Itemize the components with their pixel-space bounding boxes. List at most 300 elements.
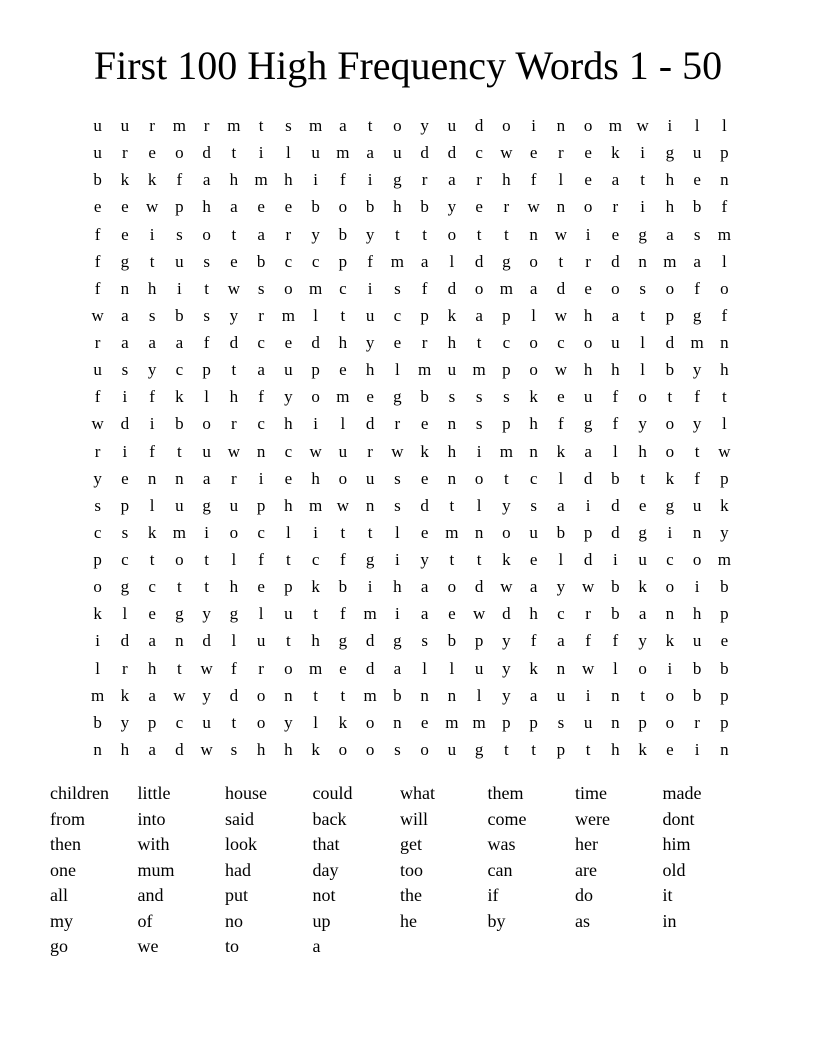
grid-letter: u [692, 631, 702, 651]
grid-letter: d [120, 631, 130, 651]
grid-letter: t [367, 522, 373, 542]
grid-letter: d [583, 550, 593, 569]
grid-letter: l [313, 305, 318, 325]
grid-letter: o [393, 116, 402, 135]
word-list-item: with [137, 834, 170, 854]
grid-letter: f [694, 468, 700, 488]
grid-letter: e [584, 143, 592, 163]
grid-letter: u [175, 251, 184, 271]
grid-letter: u [365, 305, 375, 325]
word-list-item: house [225, 783, 267, 803]
grid-letter: h [256, 739, 266, 759]
word-list-item: were [575, 808, 610, 829]
grid-letter: u [93, 116, 102, 135]
grid-letter: u [611, 333, 620, 352]
grid-letter: w [581, 658, 595, 678]
grid-letter: m [390, 251, 404, 271]
grid-letter: g [638, 522, 647, 542]
grid-letter: n [720, 333, 729, 352]
grid-letter: d [447, 143, 457, 163]
grid-letter: u [311, 143, 320, 163]
grid-letter: a [230, 197, 238, 217]
grid-letter: r [476, 170, 482, 190]
grid-letter: t [204, 577, 209, 597]
grid-letter: e [475, 197, 483, 217]
word-list [50, 781, 766, 960]
grid-letter: f [94, 224, 101, 244]
grid-letter: r [421, 170, 428, 190]
grid-letter: p [338, 251, 348, 271]
grid-letter: t [340, 685, 346, 705]
grid-letter: t [340, 522, 346, 542]
word-list-item: dont [662, 808, 695, 829]
grid-letter: p [175, 197, 184, 217]
grid-letter: n [365, 495, 375, 515]
grid-letter: n [720, 170, 729, 190]
word-list-item: time [575, 783, 607, 803]
grid-letter: t [231, 712, 237, 732]
grid-letter: c [257, 333, 265, 352]
grid-letter: u [93, 360, 102, 380]
grid-letter: n [175, 468, 184, 488]
grid-letter: i [149, 414, 155, 434]
grid-letter: n [447, 414, 457, 434]
grid-letter: k [120, 685, 130, 705]
grid-letter: h [611, 360, 620, 380]
grid-letter: w [500, 577, 513, 597]
grid-letter: u [556, 685, 566, 705]
word-list-item: her [575, 834, 598, 854]
grid-letter: i [258, 143, 264, 163]
grid-letter: t [640, 685, 645, 705]
grid-letter: c [148, 577, 156, 597]
grid-letter: d [420, 143, 429, 163]
grid-letter: e [420, 414, 429, 434]
grid-letter: h [720, 360, 729, 380]
word-list-item: we [137, 936, 159, 956]
grid-letter: f [149, 387, 155, 407]
grid-letter: y [202, 604, 211, 624]
grid-letter: i [667, 116, 673, 135]
grid-letter: o [502, 522, 511, 542]
grid-letter: b [93, 712, 102, 732]
grid-letter: r [585, 604, 591, 624]
grid-letter: t [422, 224, 427, 244]
grid-letter: w [472, 604, 486, 624]
grid-letter: i [667, 658, 673, 678]
grid-letter: b [256, 251, 266, 271]
grid-letter: w [527, 197, 540, 217]
grid-letter: o [529, 251, 538, 271]
grid-letter: i [531, 116, 536, 135]
grid-letter: i [667, 522, 673, 542]
grid-letter: i [640, 143, 645, 163]
grid-letter: r [503, 197, 510, 217]
grid-letter: k [420, 441, 429, 461]
grid-letter: u [202, 712, 211, 732]
grid-letter: o [502, 116, 511, 135]
grid-letter: f [421, 278, 428, 298]
word-list-item: old [662, 859, 686, 880]
grid-letter: w [173, 685, 186, 705]
grid-letter: s [530, 495, 537, 515]
grid-letter: o [692, 550, 702, 569]
grid-letter: e [529, 550, 538, 569]
grid-letter: l [204, 387, 209, 407]
grid-letter: k [665, 631, 675, 651]
grid-letter: c [666, 550, 674, 569]
word-list-item: put [225, 885, 249, 905]
grid-letter: n [393, 712, 402, 732]
grid-letter: h [393, 197, 402, 217]
grid-letter: m [309, 658, 323, 678]
grid-letter: l [694, 116, 700, 135]
grid-letter: e [366, 387, 374, 407]
grid-letter: f [612, 631, 619, 651]
grid-letter: e [257, 197, 265, 217]
grid-letter: p [474, 631, 484, 651]
grid-letter: t [504, 468, 509, 488]
grid-letter: h [447, 441, 457, 461]
grid-letter: t [449, 550, 455, 569]
grid-letter: t [504, 739, 509, 759]
grid-letter: a [611, 305, 620, 325]
word-list-item: all [50, 885, 68, 905]
grid-letter: o [474, 278, 484, 298]
grid-letter: t [476, 550, 482, 569]
grid-letter: e [666, 739, 674, 759]
grid-letter: i [313, 170, 318, 190]
grid-letter: c [475, 143, 483, 163]
grid-letter: d [611, 251, 620, 271]
word-list-item: then [50, 834, 81, 854]
grid-letter: m [445, 712, 459, 732]
grid-letter: s [285, 116, 292, 135]
grid-letter: w [718, 441, 731, 461]
grid-letter: a [557, 631, 565, 651]
grid-letter: f [721, 197, 728, 217]
grid-letter: m [363, 685, 377, 705]
word-list-item: could [312, 783, 353, 803]
grid-letter: u [202, 441, 211, 461]
grid-letter: m [445, 522, 459, 542]
grid-letter: s [475, 414, 483, 434]
grid-letter: e [420, 468, 429, 488]
grid-letter: m [717, 224, 731, 244]
grid-letter: r [558, 143, 564, 163]
grid-letter: i [313, 522, 318, 542]
word-list-item: he [400, 910, 417, 931]
grid-letter: m [309, 116, 323, 135]
grid-letter: s [176, 224, 183, 244]
grid-letter: l [558, 170, 564, 190]
grid-letter: a [148, 333, 156, 352]
grid-letter: m [254, 170, 268, 190]
grid-letter: p [638, 712, 647, 732]
grid-letter: p [720, 712, 729, 732]
grid-letter: d [420, 495, 429, 515]
grid-letter: l [449, 251, 455, 271]
grid-letter: p [583, 522, 593, 542]
grid-letter: e [284, 333, 293, 352]
grid-letter: i [476, 441, 482, 461]
word-list-item: if [487, 885, 499, 905]
grid-letter: t [231, 360, 237, 380]
word-list-item: by [487, 910, 506, 931]
grid-letter: a [693, 251, 701, 271]
grid-letter: n [611, 712, 620, 732]
grid-letter: f [94, 251, 101, 271]
grid-letter: e [121, 197, 129, 217]
word-list-item: no [225, 910, 243, 931]
grid-letter: r [367, 441, 373, 461]
grid-letter: k [311, 577, 320, 597]
grid-letter: o [229, 522, 239, 542]
grid-letter: e [339, 360, 347, 380]
grid-letter: h [665, 170, 675, 190]
grid-letter: s [94, 495, 101, 515]
grid-letter: f [231, 658, 237, 678]
grid-letter: y [692, 414, 702, 434]
grid-letter: o [529, 333, 538, 352]
grid-letter: k [311, 739, 320, 759]
grid-letter: k [529, 658, 538, 678]
grid-letter: g [665, 143, 675, 163]
grid-letter: o [720, 278, 729, 298]
grid-letter: t [722, 387, 727, 407]
grid-letter: g [175, 604, 184, 624]
grid-letter: b [447, 631, 457, 651]
grid-letter: u [229, 495, 239, 515]
grid-letter: f [94, 387, 101, 407]
grid-letter: u [474, 658, 484, 678]
grid-letter: c [393, 305, 402, 325]
word-list-column [488, 781, 576, 960]
word-list-item: my [50, 910, 74, 931]
grid-letter: o [284, 658, 293, 678]
grid-letter: l [258, 604, 264, 624]
grid-letter: i [694, 577, 700, 597]
grid-letter: b [93, 170, 102, 190]
grid-letter: m [499, 441, 513, 461]
grid-letter: s [639, 278, 646, 298]
grid-letter: i [149, 224, 155, 244]
grid-letter: e [584, 170, 592, 190]
grid-letter: m [472, 712, 486, 732]
grid-letter: h [529, 414, 538, 434]
grid-letter: c [93, 522, 102, 542]
grid-letter: t [640, 305, 645, 325]
grid-letter: l [286, 143, 291, 163]
grid-letter: e [393, 333, 402, 352]
grid-letter: w [309, 441, 322, 461]
grid-letter: e [693, 170, 701, 190]
grid-letter: c [257, 522, 265, 542]
grid-letter: u [338, 441, 348, 461]
grid-letter: s [503, 387, 510, 407]
grid-letter: o [583, 116, 593, 135]
grid-letter: u [256, 631, 266, 651]
grid-letter: l [722, 116, 727, 135]
grid-letter: t [286, 631, 291, 651]
grid-letter: b [665, 360, 675, 380]
grid-letter: t [177, 441, 182, 461]
grid-letter: n [256, 441, 266, 461]
grid-letter: y [502, 631, 511, 651]
grid-letter: i [122, 387, 128, 407]
grid-letter: b [175, 414, 184, 434]
grid-letter: a [557, 495, 565, 515]
grid-letter: i [204, 522, 209, 542]
grid-letter: a [420, 604, 429, 624]
word-list-column [663, 781, 751, 960]
grid-letter: p [311, 360, 320, 380]
grid-letter: e [584, 278, 592, 298]
grid-letter: l [558, 550, 564, 569]
grid-letter: o [202, 414, 211, 434]
grid-letter: f [203, 333, 210, 352]
grid-letter: t [476, 333, 482, 352]
grid-letter: s [230, 739, 238, 759]
grid-letter: n [665, 604, 675, 624]
grid-letter: p [529, 712, 538, 732]
word-list-item: of [137, 910, 153, 931]
grid-letter: l [640, 333, 645, 352]
grid-letter: y [365, 333, 375, 352]
grid-letter: d [229, 685, 239, 705]
word-list-item: mum [137, 859, 175, 880]
grid-letter: y [638, 631, 647, 651]
grid-letter: k [120, 170, 130, 190]
grid-letter: e [121, 224, 129, 244]
word-list-item: and [137, 885, 164, 905]
grid-letter: y [502, 685, 511, 705]
grid-letter: p [720, 604, 729, 624]
grid-letter: e [284, 197, 293, 217]
grid-letter: h [665, 197, 675, 217]
grid-letter: o [338, 739, 348, 759]
grid-letter: h [284, 170, 293, 190]
grid-letter: u [692, 495, 702, 515]
grid-letter: o [338, 468, 348, 488]
grid-letter: m [472, 360, 486, 380]
grid-letter: l [231, 550, 237, 569]
grid-letter: c [284, 441, 293, 461]
grid-letter: t [367, 116, 373, 135]
grid-letter: o [665, 414, 675, 434]
grid-letter: i [367, 577, 373, 597]
grid-letter: t [640, 468, 645, 488]
grid-letter: k [447, 305, 457, 325]
grid-letter: b [692, 658, 702, 678]
word-list-column [50, 781, 138, 960]
grid-letter: h [229, 387, 239, 407]
grid-letter: r [94, 333, 101, 352]
grid-letter: w [554, 224, 568, 244]
grid-letter: b [338, 577, 348, 597]
grid-letter: u [284, 604, 293, 624]
grid-letter: m [608, 116, 622, 135]
grid-letter: r [394, 414, 401, 434]
grid-letter: t [313, 604, 318, 624]
grid-letter: u [447, 360, 457, 380]
grid-letter: r [122, 658, 128, 678]
word-list-item: had [225, 859, 251, 880]
grid-letter: n [556, 658, 566, 678]
grid-letter: s [121, 360, 129, 380]
grid-letter: t [449, 495, 455, 515]
grid-letter: l [395, 360, 400, 380]
grid-letter: f [258, 387, 264, 407]
grid-letter: m [336, 387, 350, 407]
grid-letter: e [448, 604, 456, 624]
grid-letter: g [365, 550, 375, 569]
word-list-item: the [400, 885, 422, 905]
grid-letter: c [284, 251, 293, 271]
grid-letter: r [285, 224, 292, 244]
grid-letter: m [499, 278, 513, 298]
grid-letter: r [612, 197, 619, 217]
grid-letter: k [502, 550, 511, 569]
grid-letter: w [336, 495, 350, 515]
grid-letter: w [636, 116, 649, 135]
grid-letter: h [147, 658, 157, 678]
grid-letter: m [172, 522, 186, 542]
grid-letter: a [148, 631, 156, 651]
grid-letter: h [611, 739, 620, 759]
grid-letter: m [663, 251, 677, 271]
grid-letter: k [93, 604, 102, 624]
grid-letter: n [474, 522, 484, 542]
grid-letter: t [177, 658, 182, 678]
grid-letter: b [611, 468, 620, 488]
grid-letter: o [665, 685, 675, 705]
grid-letter: p [556, 739, 566, 759]
word-list-column [313, 781, 401, 960]
word-list-column [575, 781, 663, 960]
grid-letter: r [203, 116, 210, 135]
grid-letter: o [474, 468, 484, 488]
grid-letter: y [502, 495, 511, 515]
grid-letter: d [229, 333, 239, 352]
grid-letter: c [557, 333, 565, 352]
grid-letter: f [340, 550, 346, 569]
grid-letter: b [420, 197, 429, 217]
grid-letter: n [447, 468, 457, 488]
word-list-item: not [312, 885, 336, 905]
grid-letter: n [175, 631, 184, 651]
grid-letter: e [121, 468, 129, 488]
grid-letter: t [149, 251, 155, 271]
grid-letter: p [284, 577, 293, 597]
grid-letter: t [231, 143, 237, 163]
grid-letter: n [638, 251, 647, 271]
grid-letter: e [257, 577, 265, 597]
grid-letter: f [149, 441, 155, 461]
grid-letter: b [338, 224, 348, 244]
grid-letter: e [339, 658, 347, 678]
grid-letter: y [556, 577, 566, 597]
grid-letter: h [202, 197, 211, 217]
grid-letter: n [147, 468, 157, 488]
grid-letter: f [585, 631, 591, 651]
grid-letter: h [365, 360, 375, 380]
grid-letter: l [313, 712, 318, 732]
grid-letter: s [394, 739, 401, 759]
grid-letter: o [175, 143, 184, 163]
word-list-item: can [487, 859, 513, 880]
grid-letter: u [583, 387, 593, 407]
